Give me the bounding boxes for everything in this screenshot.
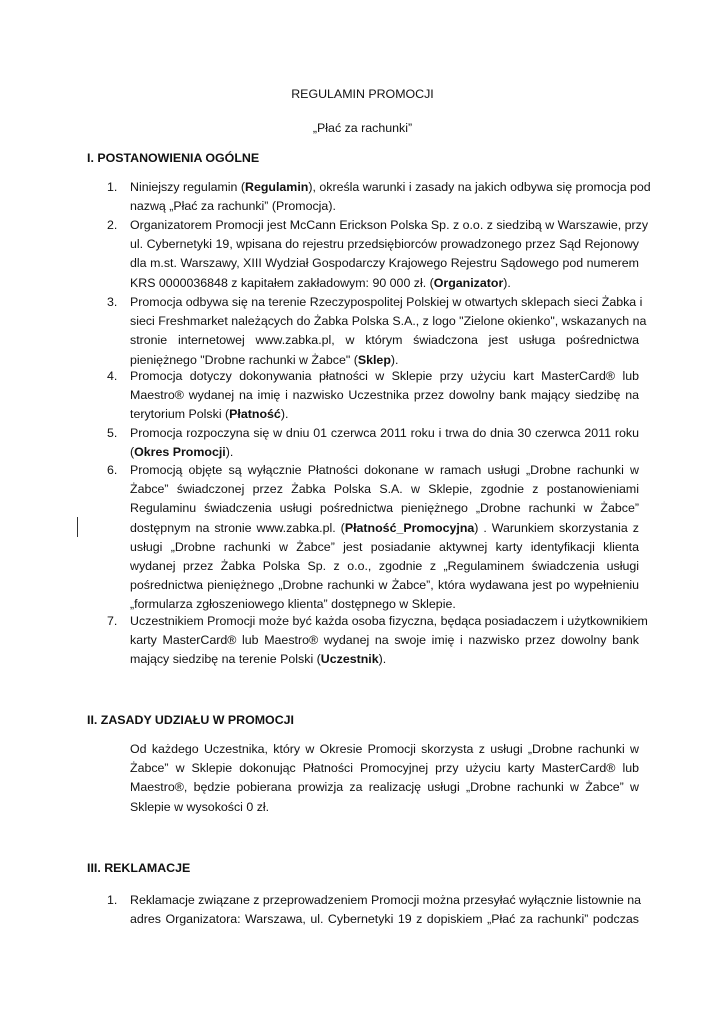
item-text <box>130 612 648 670</box>
text-line: Maestro® wydanej na imię i nazwisko Uczestnika przez dowolny bank mający siedzibę na <box>130 388 639 403</box>
list-item <box>107 461 639 615</box>
text-line: nazwą „Płać za rachunki” (Promocja). <box>130 199 336 214</box>
text-line: KRS 0000036848 z kapitałem zakładowym: 90 000 zł. (Organizator). <box>130 275 511 290</box>
item-number: 5. <box>107 426 118 440</box>
item-text <box>130 891 639 929</box>
section-heading-rules: II. ZASADY UDZIAŁU W PROMOCJI <box>87 713 294 727</box>
text-line: Promocja dotyczy dokonywania płatności w Sklepie przy użyciu kart MasterCard® lub <box>130 369 639 383</box>
text-line: Maestro®, będzie pobierana prowizja za realizację usługi „Drobne rachunki w Żabce” w <box>130 780 639 795</box>
item-text <box>130 216 649 293</box>
text-line: adres Organizatora: Warszawa, ul. Cybernetyki 19 z dopiskiem „Płać za rachunki” podczas <box>130 912 639 927</box>
text-line: karty MasterCard® lub Maestro® wydanej na swoje imię i nazwisko przez dowolny bank <box>130 633 639 648</box>
text-cursor <box>77 517 78 537</box>
text-line: mający siedzibę na terenie Polski (Uczestnik). <box>130 652 387 667</box>
item-number: 7. <box>107 614 118 628</box>
text-line: Od każdego Uczestnika, który w Okresie Promocji skorzysta z usługi „Drobne rachunki w <box>130 742 639 756</box>
text-line: Regulaminu świadczenia usługi pośrednictwa pieniężnego „Drobne rachunki w Żabce” <box>130 501 639 516</box>
section-heading-complaints: III. REKLAMACJE <box>87 861 191 875</box>
text-line: dla m.st. Warszawy, XIII Wydział Gospodarczy Krajowego Rejestru Sądowego pod numerem <box>130 256 639 271</box>
list-item <box>107 216 649 293</box>
text-line: Promocja rozpoczyna się w dniu 01 czerwca 2011 roku i trwa do dnia 30 czerwca 2011 roku <box>130 426 639 440</box>
text-line: sieci Freshmarket należących do Żabka Polska S.A., z logo "Zielone okienko", wskazanych na <box>130 314 647 329</box>
text-line: terytorium Polski (Płatność). <box>130 407 289 422</box>
item-number: 6. <box>107 463 118 477</box>
text-line: Niniejszy regulamin (Regulamin), określa warunki i zasady na jakich odbywa się promocja pod <box>130 180 651 194</box>
text-line: „formularza zgłoszeniowego klienta” dostępnego w Sklepie. <box>130 597 456 612</box>
text-line: dostępnym na stronie www.zabka.pl. (Płatność_Promocyjna) . Warunkiem skorzystania z <box>130 520 639 535</box>
item-text <box>130 367 639 425</box>
item-number: 3. <box>107 295 118 309</box>
text-line: pośrednictwa pieniężnego „Drobne rachunki w Żabce”, która wydawana jest po wypełnieniu <box>130 578 639 593</box>
document-title: REGULAMIN PROMOCJI <box>291 87 434 101</box>
item-number: 1. <box>107 893 118 907</box>
list-item <box>107 293 647 370</box>
item-number: 1. <box>107 180 118 194</box>
list-item <box>107 367 639 425</box>
list-item <box>107 612 648 670</box>
item-number: 4. <box>107 369 118 383</box>
text-line: usługi „Drobne rachunki w Żabce” jest posiadanie aktywnej karty identyfikacji klienta <box>130 539 639 554</box>
list-item <box>107 178 651 216</box>
item-text <box>130 293 647 370</box>
section-heading-general: I. POSTANOWIENIA OGÓLNE <box>87 151 260 165</box>
document-subtitle: „Płać za rachunki” <box>312 121 413 135</box>
text-line: Żabce” świadczonej przez Żabka Polska S.A. w Sklepie, zgodnie z postanowieniami <box>130 482 639 497</box>
text-line: (Okres Promocji). <box>130 445 234 460</box>
text-line: Uczestnikiem Promocji może być każda osoba fizyczna, będąca posiadaczem i użytkownikiem <box>130 614 648 628</box>
list-item <box>107 891 639 929</box>
section-paragraph <box>130 740 639 817</box>
list-item <box>107 424 639 462</box>
text-line: pieniężnego "Drobne rachunki w Żabce" (Sklep). <box>130 352 399 367</box>
text-line: Żabce” w Sklepie dokonując Płatności Promocyjnej przy użyciu karty MasterCard® lub <box>130 761 639 776</box>
text-line: ul. Cybernetyki 19, wpisana do rejestru przedsiębiorców prowadzonego przez Sąd Rejonowy <box>130 237 639 252</box>
text-line: wydanej przez Żabka Polska Sp. z o.o., zgodnie z „Regulaminem świadczenia usługi <box>130 559 639 574</box>
item-text <box>130 424 639 462</box>
text-line: Promocją objęte są wyłącznie Płatności dokonane w ramach usługi „Drobne rachunki w <box>130 463 639 477</box>
text-line: Organizatorem Promocji jest McCann Erickson Polska Sp. z o.o. z siedzibą w Warszawie, przy <box>130 218 649 232</box>
item-text <box>130 461 639 615</box>
item-number: 2. <box>107 218 118 232</box>
item-text <box>130 178 651 216</box>
text-line: stronie internetowej www.zabka.pl, w którym świadczona jest usługa pośrednictwa <box>130 333 639 348</box>
text-line: Promocja odbywa się na terenie Rzeczypospolitej Polskiej w otwartych sklepach sieci Żabka i <box>130 295 643 309</box>
text-line: Sklepie w wysokości 0 zł. <box>130 799 270 814</box>
text-line: Reklamacje związane z przeprowadzeniem Promocji można przesyłać wyłącznie listownie na <box>130 893 641 907</box>
